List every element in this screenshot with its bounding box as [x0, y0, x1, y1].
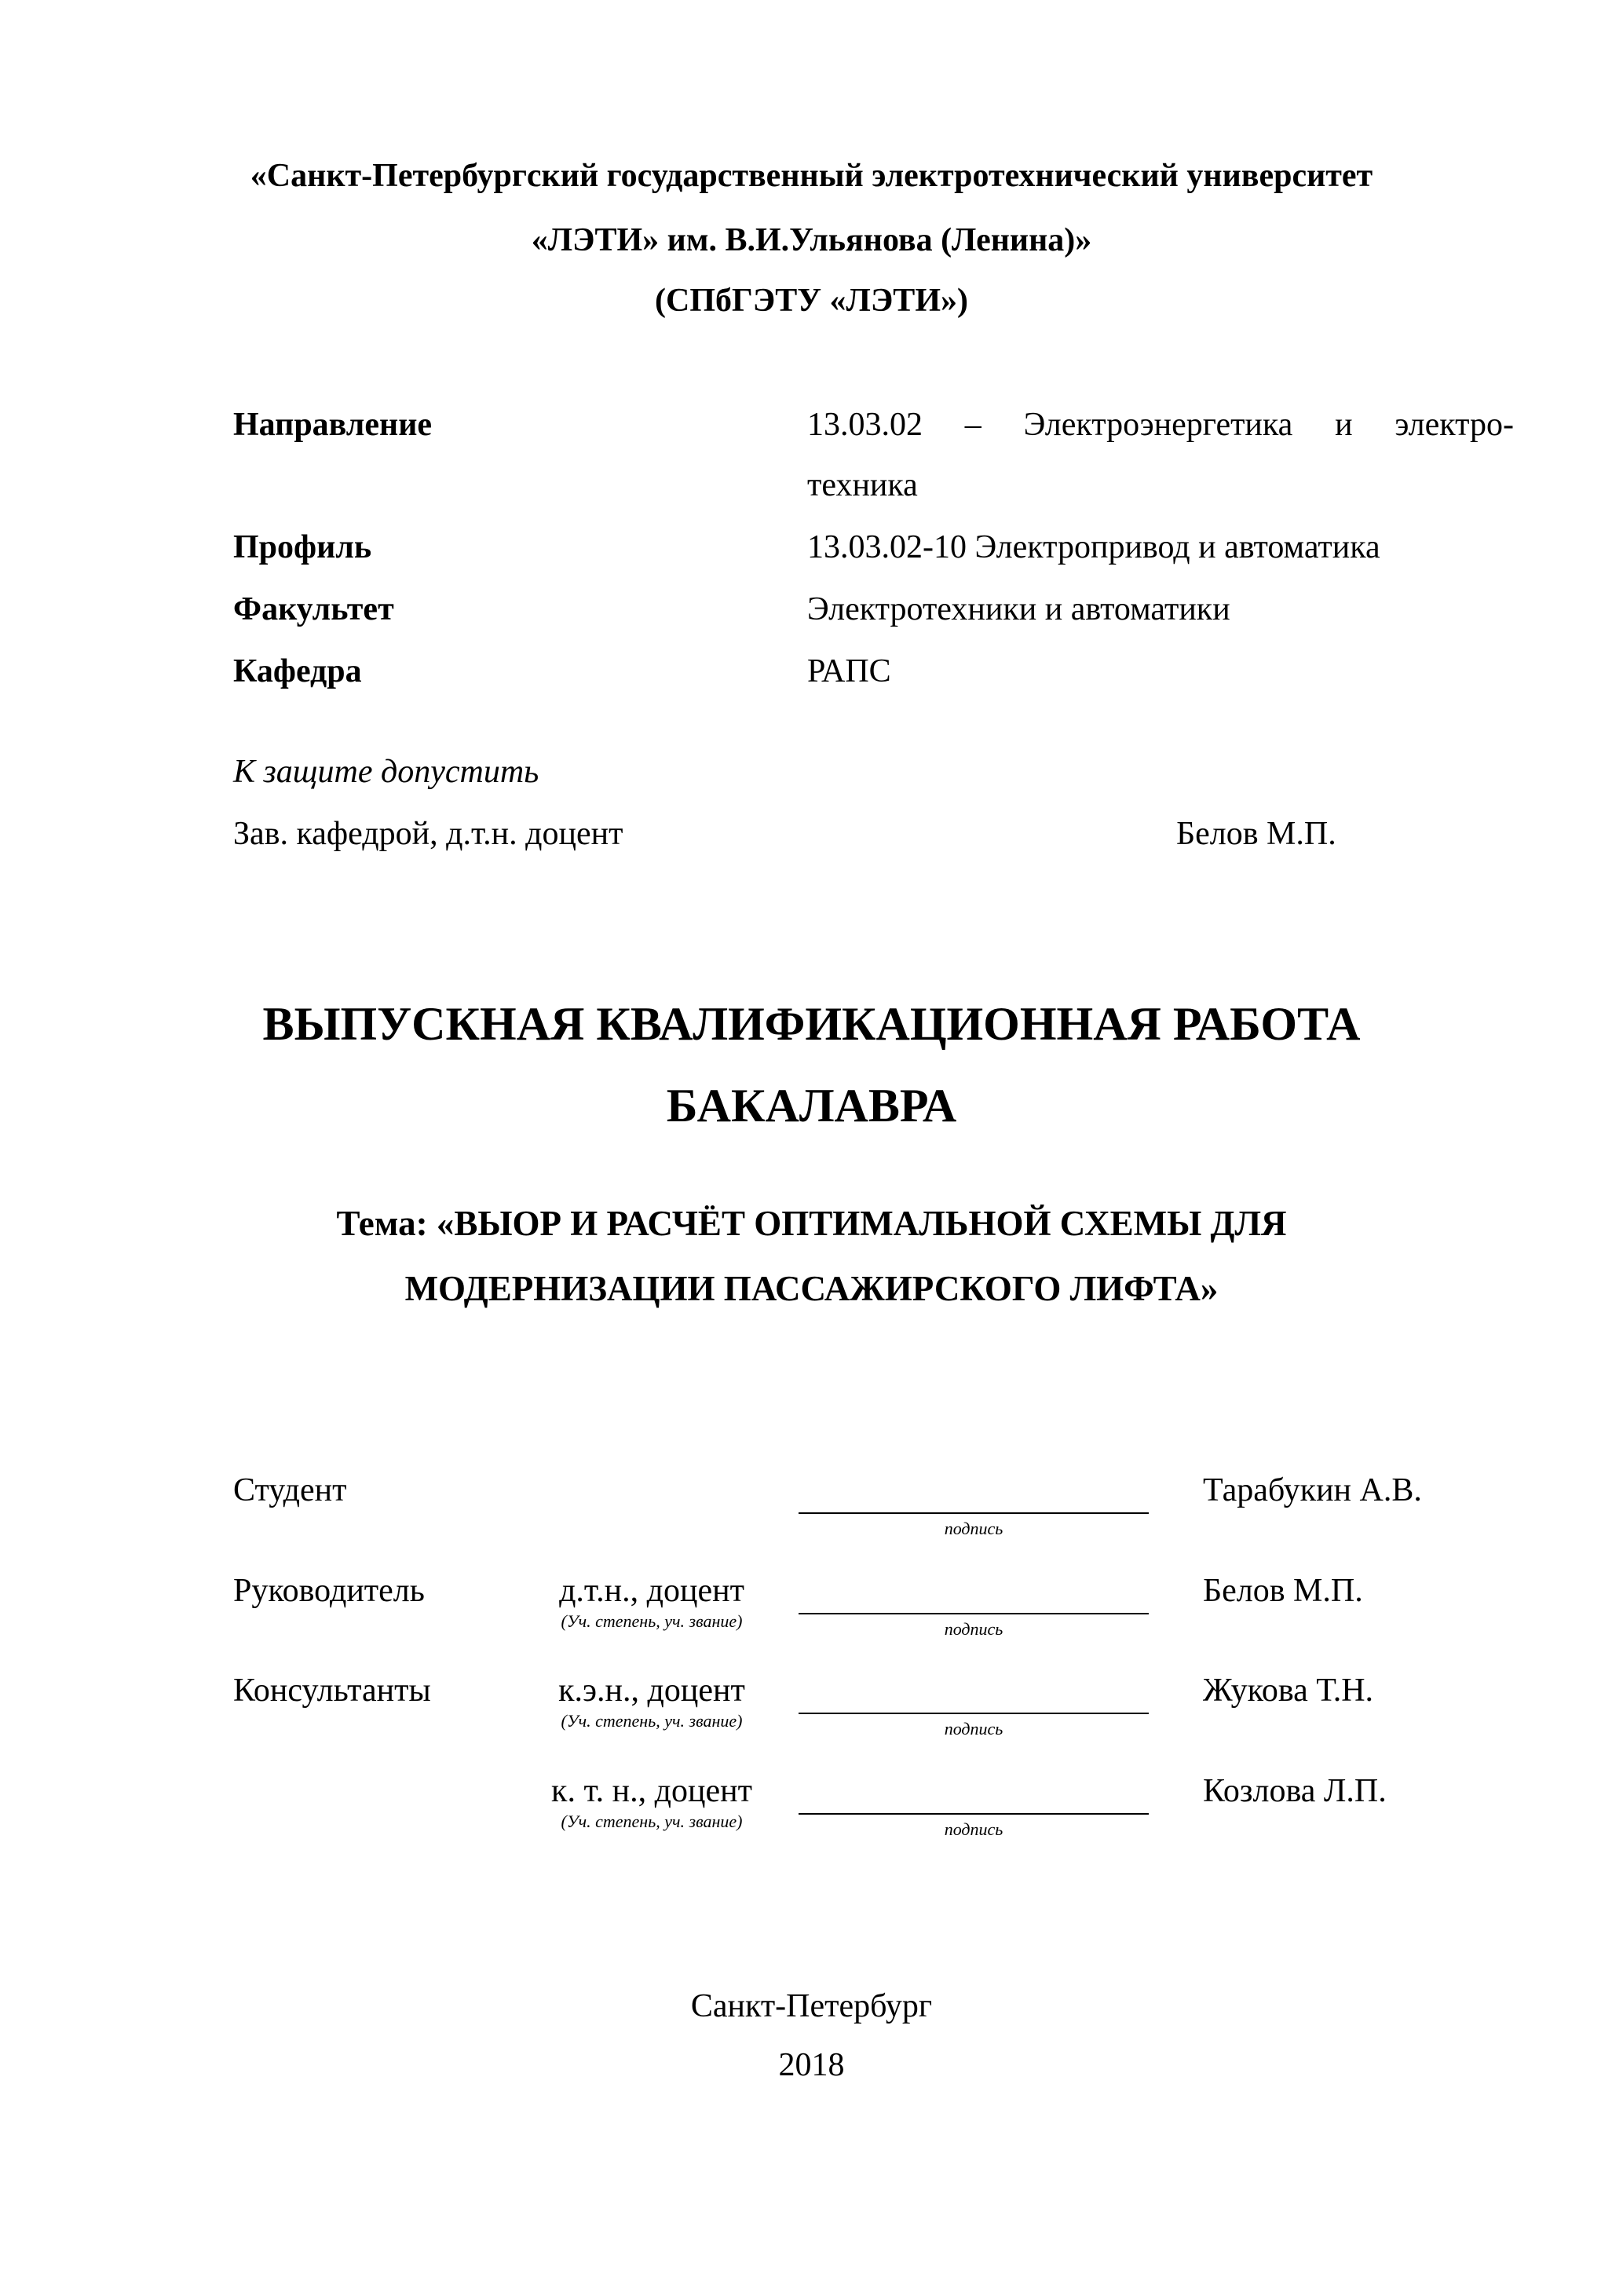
signature-line — [799, 1512, 1149, 1514]
signature-caption: подпись — [944, 1619, 1003, 1639]
signature-line — [799, 1613, 1149, 1614]
document-title: ВЫПУСКНАЯ КВАЛИФИКАЦИОННАЯ РАБОТА — [262, 998, 1361, 1050]
role-supervisor: Руководитель — [233, 1573, 425, 1609]
degree-caption: (Уч. степень, уч. звание) — [561, 1812, 743, 1831]
signature-caption: подпись — [944, 1819, 1003, 1839]
direction-value-cont: техника — [807, 467, 918, 503]
profile-value: 13.03.02-10 Электропривод и автоматика — [807, 529, 1380, 565]
student-name: Тарабукин А.В. — [1203, 1472, 1422, 1508]
consultant-degree: к. т. н., доцент — [551, 1773, 752, 1809]
degree-caption: (Уч. степень, уч. звание) — [561, 1711, 743, 1731]
direction-value: 13.03.02 – Электроэнергетика и электро- — [807, 407, 1514, 443]
approval-heading: К защите допустить — [233, 754, 539, 790]
consultant-name: Козлова Л.П. — [1203, 1773, 1387, 1809]
supervisor-name: Белов М.П. — [1203, 1573, 1363, 1609]
university-name-cont: «ЛЭТИ» им. В.И.Ульянова (Ленина)» — [531, 222, 1092, 258]
year: 2018 — [778, 2047, 845, 2083]
faculty-value: Электротехники и автоматики — [807, 591, 1230, 627]
faculty-label: Факультет — [233, 591, 394, 627]
signature-caption: подпись — [944, 1519, 1003, 1538]
department-label: Кафедра — [233, 653, 362, 689]
consultant-degree: к.э.н., доцент — [558, 1673, 745, 1709]
approval-name: Белов М.П. — [1176, 816, 1336, 852]
signature-line — [799, 1813, 1149, 1815]
university-abbr: (СПбГЭТУ «ЛЭТИ») — [655, 283, 968, 319]
signature-line — [799, 1713, 1149, 1714]
role-consultants: Консультанты — [233, 1673, 431, 1709]
document-title-cont: БАКАЛАВРА — [666, 1080, 957, 1132]
profile-label: Профиль — [233, 529, 372, 565]
topic: Тема: «ВЫОР И РАСЧЁТ ОПТИМАЛЬНОЙ СХЕМЫ ДЛЯ — [336, 1204, 1287, 1243]
signature-caption: подпись — [944, 1719, 1003, 1738]
direction-label: Направление — [233, 407, 433, 443]
topic-cont: МОДЕРНИЗАЦИИ ПАССАЖИРСКОГО ЛИФТА» — [404, 1269, 1219, 1308]
approval-position: Зав. кафедрой, д.т.н. доцент — [233, 816, 623, 852]
university-name: «Санкт-Петербургский государственный электротехнический университет — [250, 158, 1373, 194]
city: Санкт-Петербург — [690, 1988, 933, 2024]
role-student: Студент — [233, 1472, 347, 1508]
supervisor-degree: д.т.н., доцент — [559, 1573, 744, 1609]
consultant-name: Жукова Т.Н. — [1203, 1673, 1374, 1709]
department-value: РАПС — [807, 653, 891, 689]
degree-caption: (Уч. степень, уч. звание) — [561, 1611, 743, 1631]
